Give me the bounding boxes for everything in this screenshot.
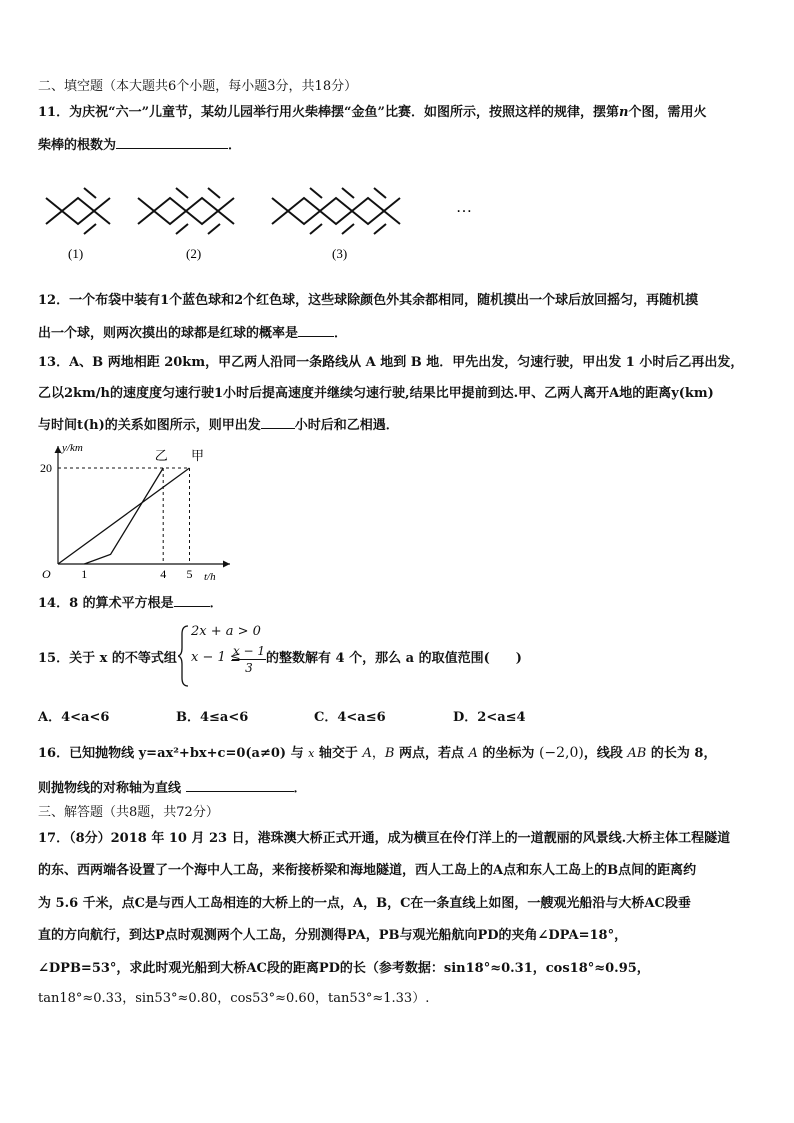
q11-answer-blank — [116, 136, 228, 149]
x-tick-label: 5 — [186, 567, 193, 581]
q16-text-f: 的长为 8， — [650, 746, 717, 761]
q14-text: 14．8 的算术平方根是 — [38, 596, 174, 611]
series-jia-name: 甲 — [190, 448, 205, 463]
q16-text-d: 的坐标为 — [482, 746, 535, 761]
q15-option-d[interactable]: D．2<a≤4 — [453, 710, 526, 725]
q14-text-end: ． — [209, 596, 223, 611]
q11-text-2: 柴棒的根数为 — [38, 138, 117, 153]
fraction — [232, 643, 266, 676]
q16-text-b: 轴交于 — [318, 746, 358, 761]
y-axis-label: y/km — [62, 442, 83, 454]
q13-text-3: 与时间t(h)的关系如图所示，则甲出发 — [38, 418, 261, 433]
q11-text-1-end: 个图，需用火 — [628, 105, 707, 120]
q12-answer-blank — [298, 324, 334, 337]
x-tick-label: 4 — [160, 567, 167, 581]
q14-answer-blank — [174, 594, 210, 607]
q16-answer-blank — [186, 779, 294, 792]
question-17-line-5: ∠DPB=53°，求此时观光船到大桥AC段的距离PD的长（参考数据：sin18°≈0.31，cos18°≈0.95， — [38, 961, 650, 976]
fish-3-label: (3) — [332, 246, 348, 261]
question-13-line-2: 乙以2km/h的速度度匀速行驶1小时后提高速度并继续匀速行驶,结果比甲提前到达.甲、乙两人离开A地的距离y(km) — [38, 386, 714, 401]
q12-text-2-end: ． — [334, 326, 348, 341]
question-16-line-1 — [38, 744, 716, 763]
q16-comma: ， — [371, 746, 385, 761]
origin-label: O — [42, 567, 51, 581]
question-17-line-3: 为 5.6 千米，点C是与西人工岛相连的大桥上的一点，A，B，C在一条直线上如图，一艘观光船沿与大桥AC段垂 — [38, 896, 691, 911]
q16-point-a: A — [362, 746, 372, 761]
q13-text-3-end: 小时后和乙相遇． — [294, 418, 399, 433]
x-tick-label: 1 — [81, 567, 88, 581]
q16-point-a-2: A — [468, 746, 478, 761]
q15-option-a[interactable]: A．4<a<6 — [38, 710, 110, 725]
distance-time-chart — [34, 438, 234, 588]
q12-text-2: 出一个球，则两次摸出的球都是红球的概率是 — [38, 326, 299, 341]
fish-ellipsis: … — [456, 199, 472, 216]
fish-3 — [272, 188, 400, 234]
q16-point-b: B — [384, 746, 395, 761]
inequality-1: 2x + a > 0 — [191, 624, 261, 639]
fish-2 — [138, 188, 234, 234]
fraction-numerator: x − 1 — [232, 644, 266, 658]
question-17-line-4: 直的方向航行，到达P点时观测两个人工岛，分别测得PA，PB与观光船航向PD的夹角∠DPA=18°， — [38, 928, 628, 943]
q16-segment-ab: AB — [627, 746, 647, 761]
question-15-suffix: 的整数解有 4 个，那么 a 的取值范围( ) — [266, 651, 522, 666]
x-axis-label: t/h — [204, 571, 216, 583]
q13-answer-blank — [261, 416, 295, 429]
section-2-title: 二、填空题（本大题共6个小题，每小题3分，共18分） — [38, 79, 358, 94]
question-12-line-2 — [38, 324, 347, 343]
series-jia-line — [58, 468, 190, 564]
q16-x: x — [308, 747, 315, 760]
q11-var-n: n — [619, 105, 629, 120]
question-15-prefix: 15．关于 x 的不等式组 — [38, 651, 177, 666]
q16-text-2-end: ． — [293, 781, 307, 796]
q15-option-c[interactable]: C．4<a≤6 — [314, 710, 386, 725]
matchstick-fish-figure — [40, 180, 480, 270]
question-17-line-1: 17．（8分）2018 年 10 月 23 日，港珠澳大桥正式开通，成为横亘在伶仃洋上的一道靓丽的风景线.大桥主体工程隧道 — [38, 831, 731, 846]
q16-text-e: ，线段 — [583, 746, 623, 761]
fish-1 — [46, 188, 110, 234]
section-3-title: 三、解答题（共8题，共72分） — [38, 805, 219, 820]
question-11-line-2 — [38, 136, 241, 155]
question-11-line-1 — [38, 104, 706, 122]
q16-text-a: 16．已知抛物线 y=ax²+bx+c=0(a≠0) 与 — [38, 746, 304, 761]
y-tick-label: 20 — [40, 461, 52, 475]
question-17-line-2: 的东、西两端各设置了一个海中人工岛，来衔接桥梁和海地隧道，西人工岛上的A点和东人工岛上的B点间的距离约 — [38, 863, 697, 878]
q16-text-2: 则抛物线的对称轴为直线 — [38, 781, 182, 796]
question-17-line-6: tan18°≈0.33，sin53°≈0.80，cos53°≈0.60，tan53°≈1.33）. — [38, 991, 430, 1006]
fish-1-label: (1) — [68, 246, 84, 261]
fish-2-label: (2) — [186, 246, 202, 261]
q11-text-1: 11．为庆祝“六一”儿童节，某幼儿园举行用火柴棒摆“金鱼”比赛．如图所示，按照这样的规律，摆第 — [38, 105, 620, 120]
question-13-line-3 — [38, 416, 399, 435]
question-12-line-1: 12．一个布袋中装有1个蓝色球和2个红色球，这些球除颜色外其余都相同，随机摸出一个球后放回摇匀，再随机摸 — [38, 293, 699, 308]
series-yi-name: 乙 — [154, 448, 168, 463]
q11-text-2-end: ． — [228, 138, 242, 153]
q15-option-b[interactable]: B．4≤a<6 — [176, 710, 249, 725]
q16-coordinate: (−2,0) — [538, 745, 584, 761]
q16-text-c: 两点，若点 — [398, 746, 464, 761]
question-14 — [38, 594, 223, 613]
inequality-2-left: x − 1 ≤ — [191, 650, 241, 665]
question-13-line-1: 13．A、B 两地相距 20km，甲乙两人沿同一条路线从 A 地到 B 地．甲先出发，匀速行驶，甲出发 1 小时后乙再出发， — [38, 355, 744, 370]
fraction-denominator: 3 — [245, 661, 253, 675]
question-16-line-2 — [38, 779, 307, 798]
